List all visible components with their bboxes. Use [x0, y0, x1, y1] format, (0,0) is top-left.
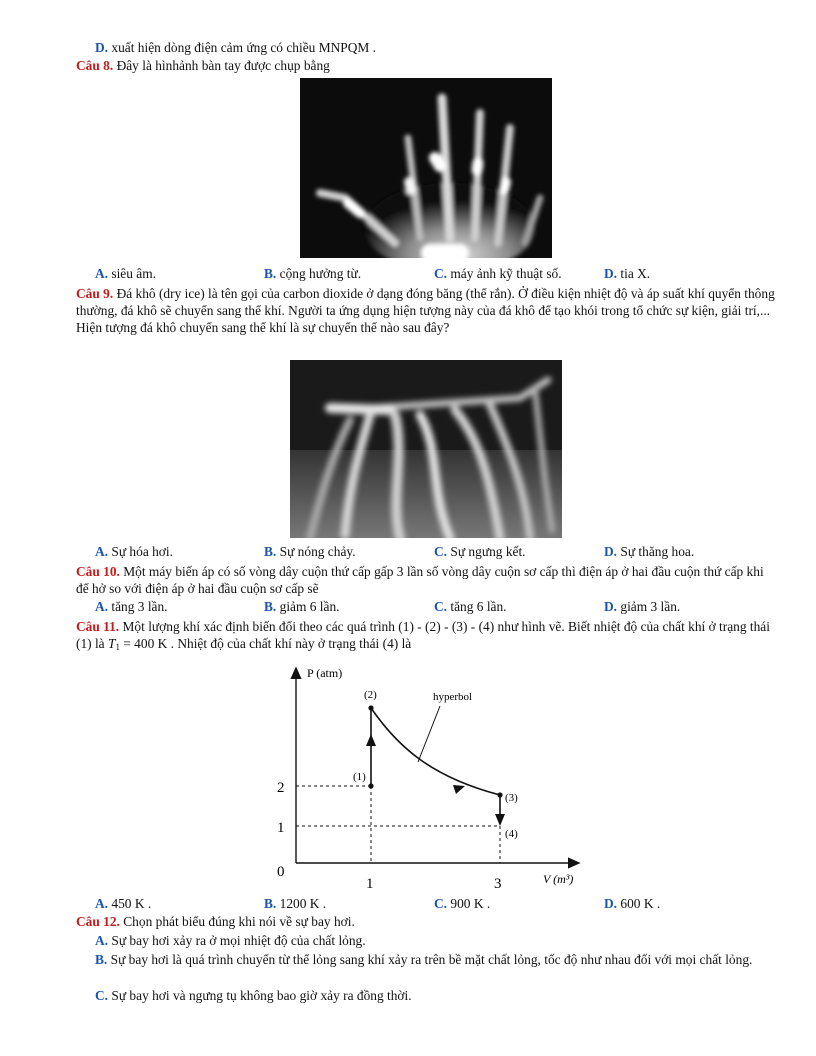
prev-question-option-d	[95, 40, 376, 56]
temperature-symbol: T	[107, 636, 116, 651]
question-label: Câu 11.	[76, 619, 120, 634]
question-11-option-c[interactable]	[434, 896, 490, 912]
option-text: Sự thăng hoa.	[617, 544, 695, 559]
question-8-option-a[interactable]	[95, 266, 156, 282]
question-11-stem	[76, 618, 776, 656]
question-10-option-d[interactable]	[604, 599, 680, 615]
question-text: Đây là hìnhảnh bàn tay được chụp bằng	[113, 58, 330, 73]
question-label: Câu 9.	[76, 286, 114, 301]
question-9-option-a[interactable]	[95, 544, 173, 560]
option-letter: D.	[604, 599, 618, 614]
question-label: Câu 8.	[76, 58, 114, 73]
arrow-1-2	[366, 734, 376, 746]
state-3-point	[497, 792, 502, 797]
temperature-subscript: 1	[115, 642, 120, 652]
option-letter: A.	[95, 266, 109, 281]
question-9-option-c[interactable]	[434, 544, 526, 560]
x-tick-1: 1	[366, 876, 374, 892]
option-text: siêu âm.	[108, 266, 157, 281]
option-letter: A.	[95, 896, 109, 911]
option-letter: C.	[434, 544, 448, 559]
question-8-option-c[interactable]	[434, 266, 562, 282]
option-letter: A.	[95, 599, 109, 614]
question-10-option-c[interactable]	[434, 599, 507, 615]
pv-graph	[260, 658, 600, 892]
question-label: Câu 10.	[76, 564, 120, 579]
question-text: Một máy biến áp có số vòng dây cuộn thứ cấp gấp 3 lần số vòng dây cuộn sơ cấp thì điện áp ở hai đầu cuộn thứ cấp khi để hở so với điện áp ở hai đầu cuộn sơ cấp sẽ	[76, 564, 764, 596]
option-letter: C.	[434, 599, 448, 614]
option-text: Sự bay hơi là quá trình chuyển từ thể lỏng sang khí xảy ra trên bề mặt chất lỏng, tốc độ như nhau đối với mọi chất lỏng.	[107, 952, 753, 967]
question-8-stem	[76, 58, 330, 74]
question-9-stem	[76, 285, 776, 336]
xray-hand-image	[300, 78, 552, 258]
option-letter: D.	[604, 896, 618, 911]
option-letter: B.	[264, 599, 277, 614]
option-letter: D.	[604, 266, 618, 281]
question-11-option-b[interactable]	[264, 896, 326, 912]
question-text: Chọn phát biểu đúng khi nói về sự bay hơi.	[119, 914, 355, 929]
dry-ice-smoke-image	[290, 360, 562, 538]
question-11-option-d[interactable]	[604, 896, 660, 912]
option-text: giảm 3 lần.	[617, 599, 681, 614]
arrow-2-3	[453, 785, 465, 794]
y-axis-label: P (atm)	[307, 666, 343, 680]
option-letter: B.	[95, 952, 108, 967]
question-12-option-b[interactable]	[95, 951, 767, 968]
option-text: Sự hóa hơi.	[108, 544, 173, 559]
option-text: Sự ngưng kết.	[447, 544, 526, 559]
state-2-point	[368, 705, 373, 710]
state-1-label: (1)	[353, 771, 366, 783]
option-letter: C.	[434, 266, 448, 281]
question-9-option-d[interactable]	[604, 544, 694, 560]
dry-ice-drawing	[290, 360, 562, 538]
state-1-point	[368, 783, 373, 788]
option-letter: C.	[95, 988, 109, 1003]
question-text-end: . Nhiệt độ của chất khí này ở trạng thái (4) là	[167, 636, 412, 651]
option-text: tia X.	[617, 266, 651, 281]
question-10-option-a[interactable]	[95, 599, 168, 615]
option-text: máy ảnh kỹ thuật số.	[447, 266, 562, 281]
option-text: giảm 6 lần.	[276, 599, 340, 614]
y-tick-2: 2	[277, 780, 285, 796]
option-text: 600 K .	[617, 896, 661, 911]
option-text: tăng 3 lần.	[108, 599, 168, 614]
option-letter: D.	[95, 40, 109, 55]
xray-hand-drawing	[300, 78, 552, 258]
hyperbol-leader-line	[418, 706, 440, 762]
option-text: Sự bay hơi xảy ra ở mọi nhiệt độ của chất lỏng.	[108, 933, 366, 948]
question-9-option-b[interactable]	[264, 544, 356, 560]
state-2-label: (2)	[364, 689, 377, 701]
state-3-label: (3)	[505, 792, 518, 804]
y-tick-1: 1	[277, 820, 285, 836]
question-text: Một lượng khí xác định biến đổi theo các quá trình (1) - (2) - (3) - (4) như hình vẽ. Biết nhiệt độ của chất khí ở trạng thái (1) là	[76, 619, 770, 651]
question-12-stem	[76, 914, 355, 930]
option-text: 1200 K .	[276, 896, 327, 911]
option-text: Sự nóng chảy.	[276, 544, 356, 559]
option-letter: B.	[264, 544, 277, 559]
origin-label: 0	[277, 864, 285, 880]
state-4-label: (4)	[505, 828, 518, 840]
option-letter: C.	[434, 896, 448, 911]
arrow-3-4	[495, 814, 505, 826]
x-tick-3: 3	[494, 876, 502, 892]
question-12-option-c[interactable]	[95, 988, 412, 1004]
option-letter: D.	[604, 544, 618, 559]
option-text: xuất hiện dòng điện cảm ứng có chiều MNPQM .	[108, 40, 376, 55]
question-10-option-b[interactable]	[264, 599, 340, 615]
option-text: tăng 6 lần.	[447, 599, 507, 614]
option-text: Sự bay hơi và ngưng tụ không bao giờ xảy ra đồng thời.	[108, 988, 412, 1003]
option-text: 450 K .	[108, 896, 152, 911]
option-text: cộng hưởng từ.	[276, 266, 362, 281]
option-letter: A.	[95, 544, 109, 559]
hyperbol-label: hyperbol	[433, 691, 473, 703]
question-12-option-a[interactable]	[95, 933, 366, 949]
question-8-option-d[interactable]	[604, 266, 650, 282]
temperature-value: = 400 K	[119, 636, 168, 651]
option-letter: A.	[95, 933, 109, 948]
question-text: Đá khô (dry ice) là tên gọi của carbon dioxide ở dạng đóng băng (thể rắn). Ở điều kiện nhiệt độ và áp suất khí quyển thông thường, đá khô sẽ chuyển sang thể khí. Người ta ứng dụng hiện tượng này của đá khô để tạo khói trong tổ chức sự kiện, giải trí,... Hiện tượng đá khô chuyển sang thể khí là sự chuyển thể nào sau đây?	[76, 286, 775, 335]
option-letter: B.	[264, 266, 277, 281]
process-2-3-hyperbola	[371, 708, 500, 795]
option-letter: B.	[264, 896, 277, 911]
option-text: 900 K .	[447, 896, 491, 911]
x-axis-label: V (m³)	[543, 872, 574, 886]
question-11-option-a[interactable]	[95, 896, 151, 912]
question-10-stem	[76, 563, 776, 597]
question-label: Câu 12.	[76, 914, 120, 929]
question-8-option-b[interactable]	[264, 266, 361, 282]
